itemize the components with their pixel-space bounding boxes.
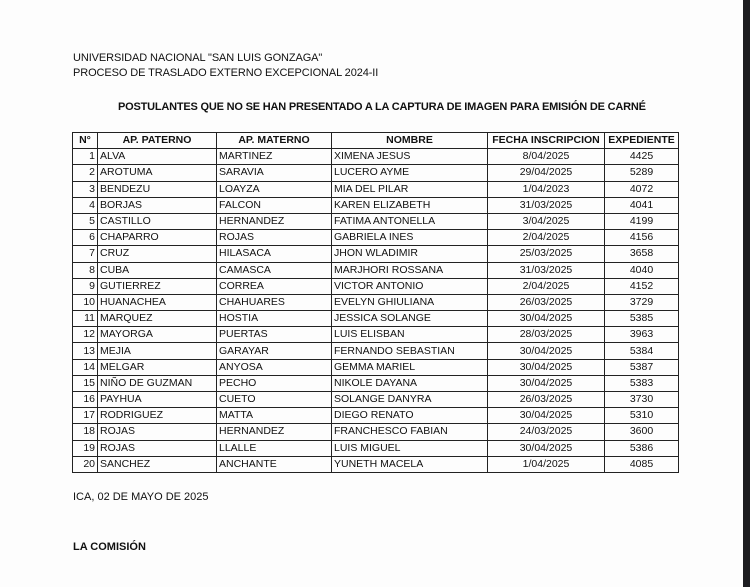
row-number-cell: 6 xyxy=(73,230,98,246)
paternal-surname-cell: CASTILLO xyxy=(98,213,217,229)
maternal-surname-cell: MATTA xyxy=(217,408,332,424)
column-header-paternal-surname: AP. PATERNO xyxy=(98,133,217,149)
table-body xyxy=(73,149,679,473)
row-number-cell: 5 xyxy=(73,213,98,229)
table-row xyxy=(73,424,679,440)
file-number-cell: 4085 xyxy=(605,456,679,472)
row-number-cell: 17 xyxy=(73,408,98,424)
registration-date-cell: 30/04/2025 xyxy=(488,359,605,375)
first-names-cell: DIEGO RENATO xyxy=(332,408,488,424)
maternal-surname-cell: HOSTIA xyxy=(217,311,332,327)
registration-date-cell: 30/04/2025 xyxy=(488,343,605,359)
paternal-surname-cell: ROJAS xyxy=(98,424,217,440)
maternal-surname-cell: CORREA xyxy=(217,278,332,294)
maternal-surname-cell: LOAYZA xyxy=(217,181,332,197)
column-header-maternal-surname: AP. MATERNO xyxy=(217,133,332,149)
maternal-surname-cell: PUERTAS xyxy=(217,327,332,343)
paternal-surname-cell: CHAPARRO xyxy=(98,230,217,246)
table-row xyxy=(73,197,679,213)
table-row xyxy=(73,408,679,424)
table-row xyxy=(73,262,679,278)
registration-date-cell: 28/03/2025 xyxy=(488,327,605,343)
maternal-surname-cell: HERNANDEZ xyxy=(217,213,332,229)
row-number-cell: 3 xyxy=(73,181,98,197)
university-name: UNIVERSIDAD NACIONAL "SAN LUIS GONZAGA" xyxy=(73,52,323,64)
paternal-surname-cell: ROJAS xyxy=(98,440,217,456)
maternal-surname-cell: HERNANDEZ xyxy=(217,424,332,440)
row-number-cell: 9 xyxy=(73,278,98,294)
first-names-cell: KAREN ELIZABETH xyxy=(332,197,488,213)
paternal-surname-cell: GUTIERREZ xyxy=(98,278,217,294)
registration-date-cell: 29/04/2025 xyxy=(488,165,605,181)
maternal-surname-cell: CAMASCA xyxy=(217,262,332,278)
first-names-cell: VICTOR ANTONIO xyxy=(332,278,488,294)
table-row xyxy=(73,392,679,408)
document-date: ICA, 02 DE MAYO DE 2025 xyxy=(73,491,209,503)
column-header-number: N° xyxy=(73,133,98,149)
registration-date-cell: 1/04/2025 xyxy=(488,456,605,472)
row-number-cell: 1 xyxy=(73,149,98,165)
maternal-surname-cell: ROJAS xyxy=(217,230,332,246)
registration-date-cell: 8/04/2025 xyxy=(488,149,605,165)
row-number-cell: 19 xyxy=(73,440,98,456)
file-number-cell: 3730 xyxy=(605,392,679,408)
table-row xyxy=(73,294,679,310)
file-number-cell: 5385 xyxy=(605,311,679,327)
row-number-cell: 13 xyxy=(73,343,98,359)
first-names-cell: FATIMA ANTONELLA xyxy=(332,213,488,229)
registration-date-cell: 1/04/2023 xyxy=(488,181,605,197)
first-names-cell: YUNETH MACELA xyxy=(332,456,488,472)
first-names-cell: JHON WLADIMIR xyxy=(332,246,488,262)
first-names-cell: FERNANDO SEBASTIAN xyxy=(332,343,488,359)
paternal-surname-cell: CUBA xyxy=(98,262,217,278)
registration-date-cell: 24/03/2025 xyxy=(488,424,605,440)
first-names-cell: SOLANGE DANYRA xyxy=(332,392,488,408)
registration-date-cell: 31/03/2025 xyxy=(488,262,605,278)
row-number-cell: 12 xyxy=(73,327,98,343)
table-row xyxy=(73,343,679,359)
paternal-surname-cell: RODRIGUEZ xyxy=(98,408,217,424)
paternal-surname-cell: SANCHEZ xyxy=(98,456,217,472)
paternal-surname-cell: BORJAS xyxy=(98,197,217,213)
registration-date-cell: 31/03/2025 xyxy=(488,197,605,213)
first-names-cell: LUIS ELISBAN xyxy=(332,327,488,343)
table-row xyxy=(73,149,679,165)
row-number-cell: 14 xyxy=(73,359,98,375)
row-number-cell: 7 xyxy=(73,246,98,262)
column-header-name: NOMBRE xyxy=(332,133,488,149)
file-number-cell: 4152 xyxy=(605,278,679,294)
row-number-cell: 16 xyxy=(73,392,98,408)
paternal-surname-cell: PAYHUA xyxy=(98,392,217,408)
table-row xyxy=(73,181,679,197)
first-names-cell: NIKOLE DAYANA xyxy=(332,375,488,391)
paternal-surname-cell: ALVA xyxy=(98,149,217,165)
table-row xyxy=(73,278,679,294)
file-number-cell: 4040 xyxy=(605,262,679,278)
registration-date-cell: 3/04/2025 xyxy=(488,213,605,229)
first-names-cell: JESSICA SOLANGE xyxy=(332,311,488,327)
paternal-surname-cell: HUANACHEA xyxy=(98,294,217,310)
column-header-file-number: EXPEDIENTE xyxy=(605,133,679,149)
table-row xyxy=(73,375,679,391)
table-row xyxy=(73,230,679,246)
first-names-cell: MIA DEL PILAR xyxy=(332,181,488,197)
first-names-cell: MARJHORI ROSSANA xyxy=(332,262,488,278)
table-row xyxy=(73,456,679,472)
table-header-row xyxy=(73,133,679,149)
file-number-cell: 4072 xyxy=(605,181,679,197)
paternal-surname-cell: NIÑO DE GUZMAN xyxy=(98,375,217,391)
first-names-cell: LUIS MIGUEL xyxy=(332,440,488,456)
registration-date-cell: 30/04/2025 xyxy=(488,375,605,391)
column-header-registration-date: FECHA INSCRIPCION xyxy=(488,133,605,149)
row-number-cell: 2 xyxy=(73,165,98,181)
registration-date-cell: 25/03/2025 xyxy=(488,246,605,262)
first-names-cell: FRANCHESCO FABIAN xyxy=(332,424,488,440)
paternal-surname-cell: CRUZ xyxy=(98,246,217,262)
window-edge xyxy=(743,0,750,587)
paternal-surname-cell: MAYORGA xyxy=(98,327,217,343)
table-row xyxy=(73,311,679,327)
maternal-surname-cell: LLALLE xyxy=(217,440,332,456)
registration-date-cell: 30/04/2025 xyxy=(488,440,605,456)
paternal-surname-cell: AROTUMA xyxy=(98,165,217,181)
maternal-surname-cell: PECHO xyxy=(217,375,332,391)
maternal-surname-cell: MARTINEZ xyxy=(217,149,332,165)
registration-date-cell: 30/04/2025 xyxy=(488,311,605,327)
row-number-cell: 18 xyxy=(73,424,98,440)
file-number-cell: 5384 xyxy=(605,343,679,359)
maternal-surname-cell: HILASACA xyxy=(217,246,332,262)
file-number-cell: 5387 xyxy=(605,359,679,375)
file-number-cell: 3600 xyxy=(605,424,679,440)
first-names-cell: EVELYN GHIULIANA xyxy=(332,294,488,310)
table-row xyxy=(73,213,679,229)
table-row xyxy=(73,327,679,343)
first-names-cell: GABRIELA INES xyxy=(332,230,488,246)
maternal-surname-cell: SARAVIA xyxy=(217,165,332,181)
file-number-cell: 5383 xyxy=(605,375,679,391)
paternal-surname-cell: MEJIA xyxy=(98,343,217,359)
registration-date-cell: 26/03/2025 xyxy=(488,294,605,310)
paternal-surname-cell: MELGAR xyxy=(98,359,217,375)
file-number-cell: 5310 xyxy=(605,408,679,424)
maternal-surname-cell: CUETO xyxy=(217,392,332,408)
first-names-cell: GEMMA MARIEL xyxy=(332,359,488,375)
file-number-cell: 4425 xyxy=(605,149,679,165)
row-number-cell: 8 xyxy=(73,262,98,278)
row-number-cell: 4 xyxy=(73,197,98,213)
table-row xyxy=(73,359,679,375)
table-row xyxy=(73,246,679,262)
row-number-cell: 10 xyxy=(73,294,98,310)
registration-date-cell: 30/04/2025 xyxy=(488,408,605,424)
registration-date-cell: 2/04/2025 xyxy=(488,230,605,246)
table-row xyxy=(73,440,679,456)
first-names-cell: XIMENA JESUS xyxy=(332,149,488,165)
applicants-table xyxy=(72,132,679,473)
row-number-cell: 11 xyxy=(73,311,98,327)
registration-date-cell: 26/03/2025 xyxy=(488,392,605,408)
maternal-surname-cell: CHAHUARES xyxy=(217,294,332,310)
maternal-surname-cell: GARAYAR xyxy=(217,343,332,359)
first-names-cell: LUCERO AYME xyxy=(332,165,488,181)
file-number-cell: 4156 xyxy=(605,230,679,246)
process-name: PROCESO DE TRASLADO EXTERNO EXCEPCIONAL 2024-II xyxy=(73,67,379,79)
row-number-cell: 15 xyxy=(73,375,98,391)
maternal-surname-cell: FALCON xyxy=(217,197,332,213)
file-number-cell: 5289 xyxy=(605,165,679,181)
file-number-cell: 4041 xyxy=(605,197,679,213)
maternal-surname-cell: ANCHANTE xyxy=(217,456,332,472)
table-row xyxy=(73,165,679,181)
row-number-cell: 20 xyxy=(73,456,98,472)
document-title: POSTULANTES QUE NO SE HAN PRESENTADO A LA CAPTURA DE IMAGEN PARA EMISIÓN DE CARNÉ xyxy=(118,101,646,113)
file-number-cell: 3963 xyxy=(605,327,679,343)
signature-label: LA COMISIÓN xyxy=(73,541,146,553)
paternal-surname-cell: BENDEZU xyxy=(98,181,217,197)
maternal-surname-cell: ANYOSA xyxy=(217,359,332,375)
file-number-cell: 3729 xyxy=(605,294,679,310)
file-number-cell: 5386 xyxy=(605,440,679,456)
file-number-cell: 3658 xyxy=(605,246,679,262)
paternal-surname-cell: MARQUEZ xyxy=(98,311,217,327)
file-number-cell: 4199 xyxy=(605,213,679,229)
registration-date-cell: 2/04/2025 xyxy=(488,278,605,294)
